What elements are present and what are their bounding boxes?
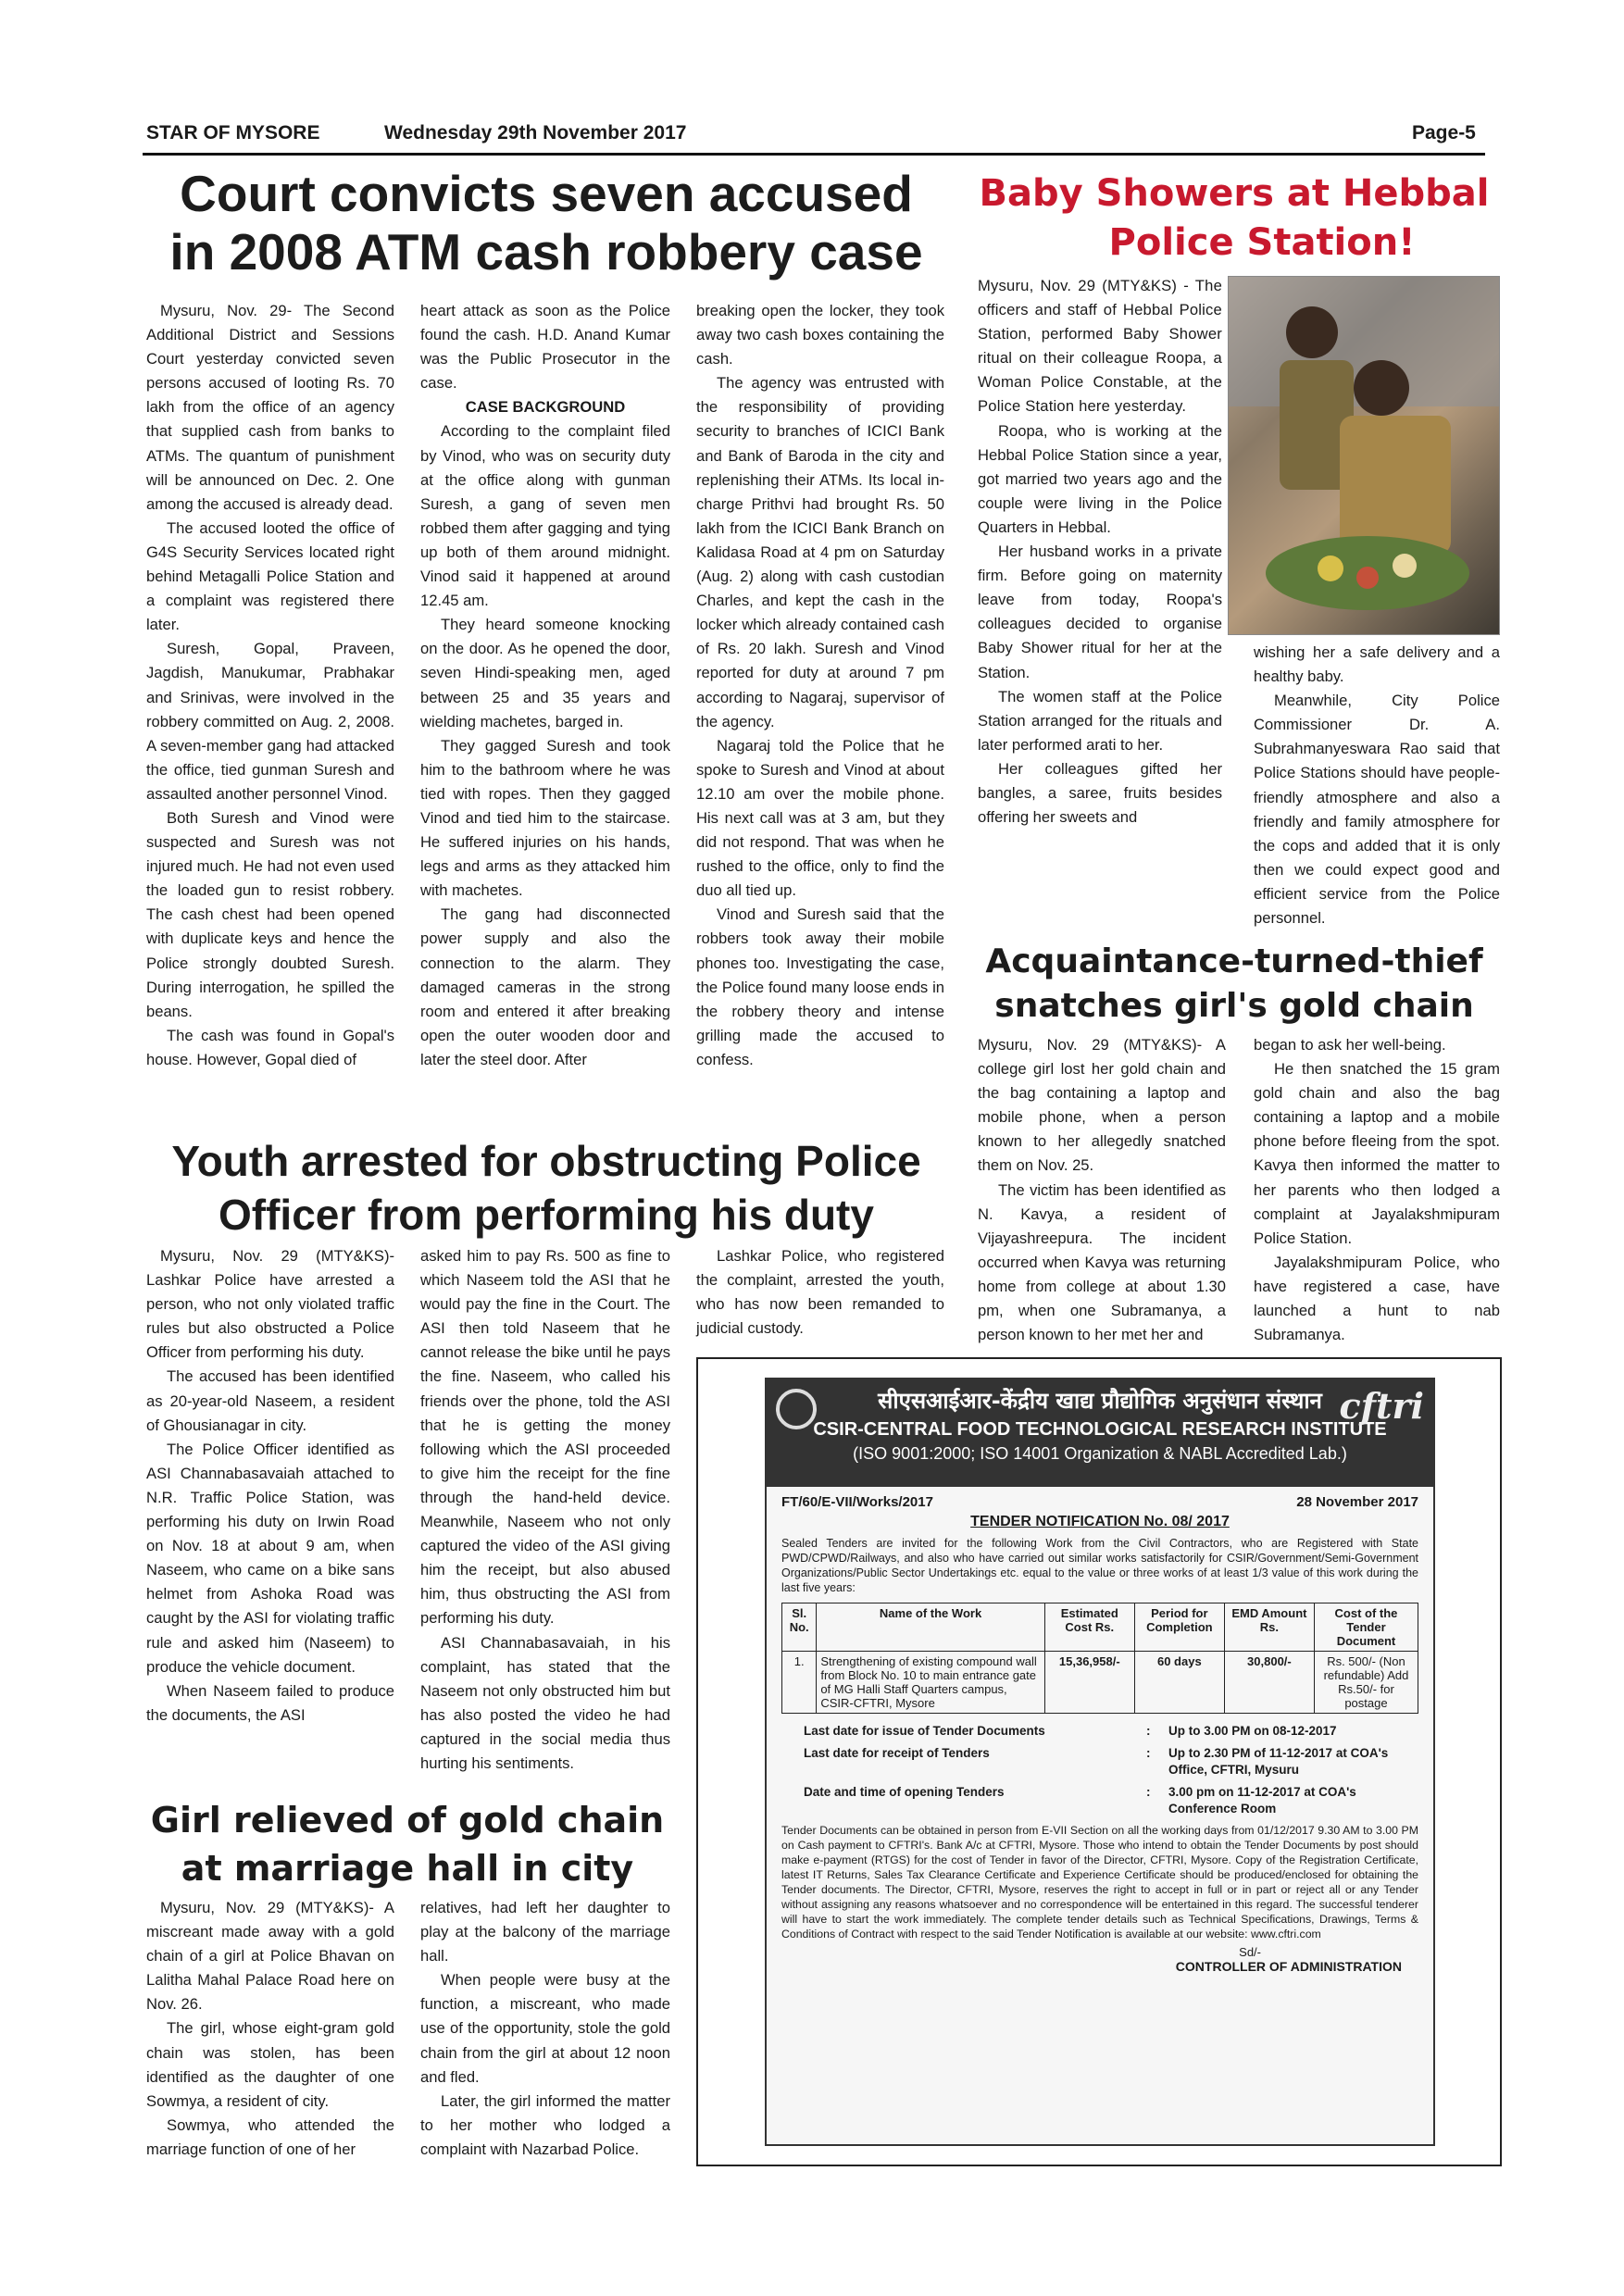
- ad-signatory: CONTROLLER OF ADMINISTRATION: [1175, 1959, 1402, 1974]
- tender-title: TENDER NOTIFICATION No. 08/ 2017: [970, 1514, 1230, 1529]
- ad-sd: Sd/-: [1239, 1945, 1261, 1959]
- tender-schedule: Last date for issue of Tender Documents : Up to 3.00 PM on 08-12-2017 Last date for receipt of Tenders : Up to 2.30 PM of 11-12-2017 at COA's Office, CFTRI, Mysuru Date and time of opening Tenders : 3.00 pm on 11-12-2017 at COA's Conference Room: [804, 1724, 1389, 1816]
- story5-col1: Mysuru, Nov. 29 (MTY&KS)- A miscreant made away with a gold chain of a girl at Police Bhavan on Lalitha Mahal Palace Road here on Nov. 26. The girl, whose eight-gram gold chain was stolen, has been identified as the daughter of one Sowmya, a resident of city. Sowmya, who attended the marriage function of one of her: [146, 1899, 394, 2158]
- ad-org-name: CSIR-CENTRAL FOOD TECHNOLOGICAL RESEARCH INSTITUTE: [813, 1419, 1387, 1440]
- ad-accreditation: (ISO 9001:2000; ISO 14001 Organization & NABL Accredited Lab.): [853, 1444, 1347, 1463]
- ad-ref: FT/60/E-VII/Works/2017: [781, 1494, 933, 1510]
- story3-col-a: Mysuru, Nov. 29 (MTY&KS)- A college girl lost her gold chain and the bag containing a laptop and mobile phone, when a person known to her allegedly snatched them on Nov. 25. The victim has been identified as N. Kavya, a resident of Vijayashreepura. The incident occurred when Kavya was returning home from college at about 1.30 pm, when one Subramanya, a person known to her met her and: [978, 1036, 1226, 1344]
- tender-advertisement: [696, 1357, 1502, 2166]
- case-background-subhead: CASE BACKGROUND: [465, 398, 626, 417]
- story1-col1: Mysuru, Nov. 29- The Second Additional District and Sessions Court yesterday convicted seven persons accused of looting Rs. 70 lakh from the office of an agency that supplied cash from banks to ATMs. The quantum of punishment will be announced on Dec. 2. One among the accused is already dead. The accused looted the office of G4S Security Services located right behind Metagalli Police Station and a complaint was registered there later. Suresh, Gopal, Praveen, Jagdish, Manukumar, Prabhakar and Srinivas, were involved in the robbery committed on Aug. 2, 2008. A seven-member gang had attacked the office, tied gunman Suresh and assaulted another personnel Vinod. Both Suresh and Vinod were suspected and Suresh was not injured much. He had not even used the loaded gun to resist robbery. The cash chest had been opened with duplicate keys and hence the Police strongly doubted Suresh. During interrogation, he spilled the beans. The cash was found in Gopal's house. However, Gopal died of: [146, 302, 394, 1068]
- tender-body: Tender Documents can be obtained in person from E-VII Section on all the working days from 01/12/2017 9.30 AM to 3.00 PM on Cash payment to CFTRI's. Bank A/c at CFTRI, Mysore. Those who intend to obtain the Tender Documents by post should make e-payment (RTGS) for the cost of Tender in favor of the Director, CFTRI, Mysore. Copy of the Registration Certificate, latest IT Returns, Sales Tax Clearance Certificate and Experience Certificate should be produced/enclosed for obtaining the Tender documents. The Director, CFTRI, Mysore, reserves the right to accept in full or in part or reject all or any Tender without assigning any reasons whatsoever and no correspondence will be entertained in this regard. The successful tenderer will have to start the work immediately. The complete tender details such as Technical Specifications, Drawings, Terms & Conditions of Contract with respect to the said Tender Notification is available at our website: www.cftri.com: [781, 1824, 1418, 1940]
- story4-col3: Lashkar Police, who registered the complaint, arrested the youth, who has now been remanded to judicial custody.: [696, 1247, 944, 1338]
- cftri-emblem-icon: [776, 1389, 817, 1429]
- story4-headline: Youth arrested for obstructing Police Officer from performing his duty: [171, 1137, 921, 1239]
- story3-headline: Acquaintance-turned-thief snatches girl's gold chain: [985, 942, 1483, 1025]
- story2-col-a: Mysuru, Nov. 29 (MTY&KS) - The officers and staff of Hebbal Police Station, performed Baby Shower ritual on their colleague Roopa, a Woman Police Constable, at the Police Station here yesterday. Roopa, who is working at the Hebbal Police Station since a year, got married two years ago and the couple were living in the Police Quarters in Hebbal. Her husband works in a private firm. Before going on maternity leave from today, Roopa's colleagues decided to organise Baby Shower ritual for her at the Station. The women staff at the Police Station arranged for the rituals and later performed arati to her. Her colleagues gifted her bangles, a saree, fruits besides offering her sweets and: [978, 277, 1222, 827]
- story5-headline: Girl relieved of gold chain at marriage hall in city: [150, 1800, 665, 1889]
- story1-col3: breaking open the locker, they took away two cash boxes containing the cash. The agency was entrusted with the responsibility of providing security to branches of ICICI Bank and Bank of Baroda in the city and replenishing their ATMs. Its local in-charge Prithvi had brought Rs. 50 lakh from the ICICI Bank Branch on Kalidasa Road at 4 pm on Saturday (Aug. 2) along with cash custodian Charles, and kept the cash in the locker which already contained cash of Rs. 20 lakh. Suresh and Vinod reported for duty at around 7 pm according to Nagaraj, supervisor of the agency. Nagaraj told the Police that he spoke to Suresh and Vinod at about 12.10 am over the mobile phone. His next call was at 3 am, but they did not respond. That was when he rushed to the office, only to find the duo all tied up. Vinod and Suresh said that the robbers took away their mobile phones too. Investigating the case, the Police found many loose ends in the robbery theory and intense grilling made the accused to confess.: [696, 302, 944, 1068]
- masthead: STAR OF MYSORE: [146, 122, 320, 144]
- story4-col1: Mysuru, Nov. 29 (MTY&KS)- Lashkar Police have arrested a person, who not only violated traffic rules but also obstructed a Police Officer from performing his duty. The accused has been identified as 20-year-old Naseem, a resident of Ghousianagar in city. The Police Officer identified as ASI Channabasavaiah attached to N.R. Traffic Police Station, was performing his duty on Irwin Road on Nov. 18 at about 9 am, when Naseem, who came on a bike sans helmet from Ashoka Road was caught by the ASI for violating traffic rule and asked him (Naseem) to produce the vehicle document. When Naseem failed to produce the documents, the ASI: [146, 1247, 394, 1724]
- ad-date: 28 November 2017: [1296, 1494, 1418, 1510]
- story1-headline: Court convicts seven accused in 2008 ATM cash robbery case: [169, 165, 923, 281]
- page-number: Page-5: [1412, 122, 1476, 144]
- story2-col-b: wishing her a safe delivery and a healthy baby. Meanwhile, City Police Commissioner Dr. A. Subrahmanyeswara Rao said that Police Stations should have people-friendly atmosphere and also a friendly and family atmosphere for the cops and added that it is only then we could expect good and efficient service from the Police personnel.: [1254, 643, 1500, 928]
- baby-shower-photo: [1228, 276, 1500, 635]
- tender-table: Sl. No. Name of the Work Estimated Cost Rs. Period for Completion EMD Amount Rs. Cost of the Tender Document 1. Strengthening of existing compound wall from Block No. 10 to main entrance gate of MG Halli Staff Quarters campus, CSIR-CFTRI, Mysore 15,36,958/- 60 days 30,800/- Rs. 500/- (Non refundable) Add Rs.50/- for postage: [781, 1603, 1418, 1714]
- tender-intro: Sealed Tenders are invited for the following Work from the Civil Contractors, who are Registered with State PWD/CPWD/Railways, and also who have carried out similar works satisfactorily for CSIR/Government/Semi-Government Organizations/Public Sector Undertakings etc. equal to the value or three works of at least 1/3 value of this work during the last five years:: [781, 1537, 1418, 1594]
- story1-col2: heart attack as soon as the Police found the cash. H.D. Anand Kumar was the Public Prosecutor in the case. CASE BACKGROUND According to the complaint filed by Vinod, who was on security duty at the office along with gunman Suresh, a gang of seven men robbed them after gagging and tying up both of them around midnight. Vinod said it happened at around 12.45 am. They heard someone knocking on the door. As he opened the door, seven Hindi-speaking men, aged between 25 and 35 years and wielding machetes, barged in. They gagged Suresh and took him to the bathroom where he was tied with ropes. Then they gagged Vinod and tied him to the staircase. He suffered injuries on his hands, legs and arms as they attacked him with machetes. The gang had disconnected power supply and also the connection to the alarm. They damaged cameras in the strong room and entered it after breaking open the outer wooden door and later the steel door. After: [420, 302, 670, 1068]
- story5-col2: relatives, had left her daughter to play at the balcony of the marriage hall. When people were busy at the function, a miscreant, who made use of the opportunity, stole the gold chain from the girl at about 12 noon and fled. Later, the girl informed the matter to her mother who lodged a complaint with Nazarbad Police.: [420, 1899, 670, 2158]
- story4-col2: asked him to pay Rs. 500 as fine to which Naseem told the ASI that he would pay the fine in the Court. The ASI then told Naseem that he cannot release the bike until he pays the fine. Naseem, who called his friends over the phone, told the ASI that he is getting the money following which the ASI proceeded to give him the receipt for the fine through the hand-held device. Meanwhile, Naseem who not only captured the video of the ASI giving him the receipt, but also abused him, thus obstructing the ASI from performing his duty. ASI Channabasavaiah, in his complaint, has stated that the Naseem not only obstructed him but has also posted the video he had captured in the social media thus hurting his sentiments.: [420, 1247, 670, 1772]
- issue-date: Wednesday 29th November 2017: [384, 122, 687, 144]
- table-row: 1. Strengthening of existing compound wall from Block No. 10 to main entrance gate of MG Halli Staff Quarters campus, CSIR-CFTRI, Mysore 15,36,958/- 60 days 30,800/- Rs. 500/- (Non refundable) Add Rs.50/- for postage: [782, 1652, 1418, 1714]
- story2-headline: Baby Showers at Hebbal Police Station!: [979, 172, 1490, 264]
- cftri-logo: cftri: [1339, 1385, 1424, 1427]
- header-rule: [143, 153, 1485, 156]
- ad-banner: [767, 1379, 1433, 1487]
- ad-hindi-name: सीएसआईआर-केंद्रीय खाद्य प्रौद्योगिक अनुसंधान संस्थान: [878, 1388, 1322, 1414]
- story3-col-b: began to ask her well-being. He then snatched the 15 gram gold chain and also the bag containing a laptop and a mobile phone before fleeing from the spot. Kavya then informed the matter to her parents who then lodged a complaint at Jayalakshmipuram Police Station. Jayalakshmipuram Police, who have registered a case, have launched a hunt to nab Subramanya.: [1254, 1036, 1500, 1344]
